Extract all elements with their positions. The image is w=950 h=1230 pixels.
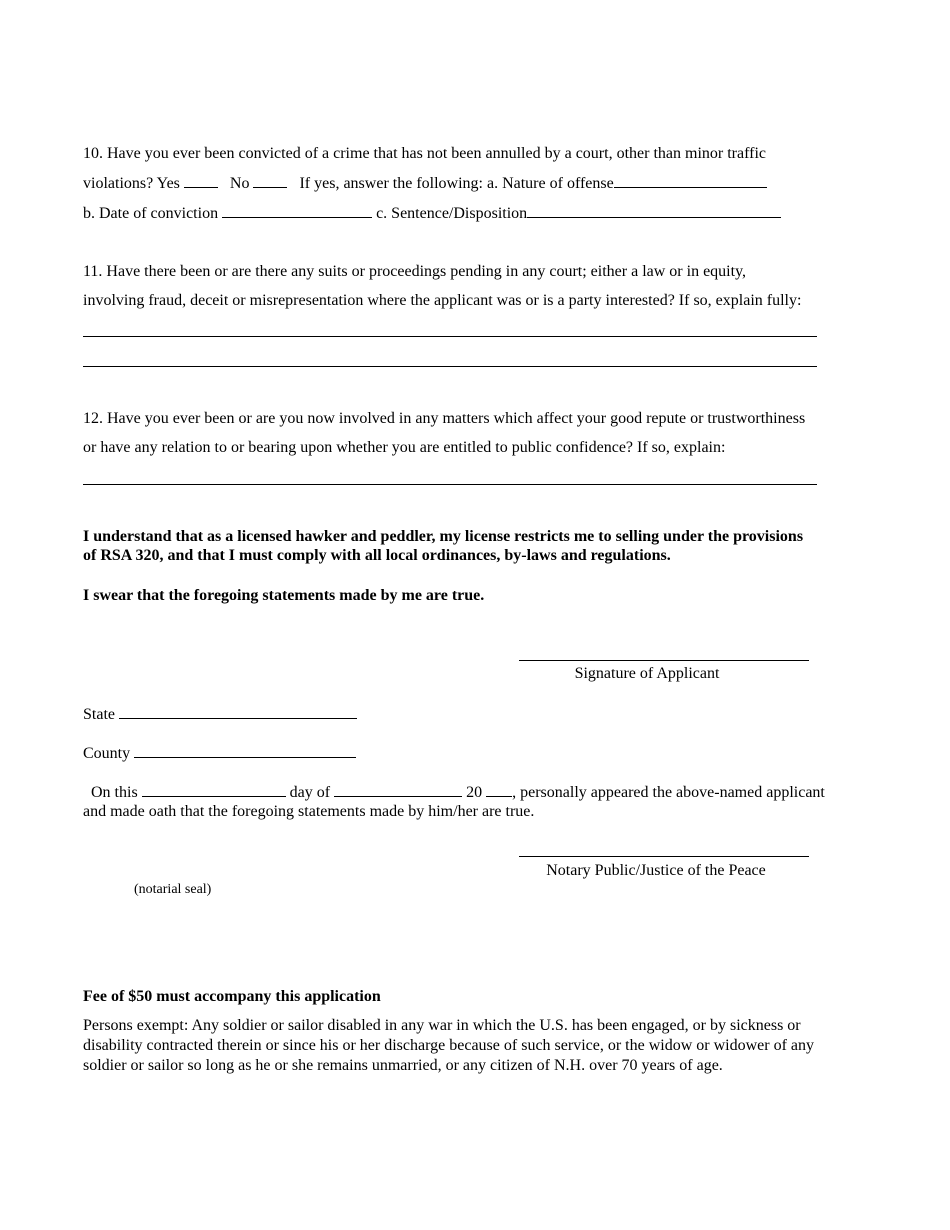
oath-line-1 [91,782,825,803]
q10-date-of-conviction-label: b. Date of conviction [83,205,219,222]
oath-year-prefix: 20 [466,784,483,801]
understand-line-1: I understand that as a licensed hawker and peddler, my license restricts me to selling under the provisions [83,528,804,545]
state-label: State [83,706,115,723]
q10-no-label: No [229,175,250,192]
oath-appeared-text: , personally appeared the above-named applicant [512,784,825,801]
exempt-line-2: disability contracted therein or since his or her discharge because of such service, or the widow or widower of any [83,1037,815,1054]
q12-line-2: or have any relation to or bearing upon whether you are entitled to public confidence? If so, explain: [83,439,726,456]
q10-if-yes-label: If yes, answer the following: a. Nature of offense [299,175,614,192]
q10-yes-blank[interactable] [184,173,218,188]
notary-label: Notary Public/Justice of the Peace [546,862,766,879]
q10-nature-of-offense-blank[interactable] [614,173,767,188]
exempt-line-1: Persons exempt: Any soldier or sailor disabled in any war in which the U.S. has been engaged, or by sickness or [83,1017,801,1034]
oath-on-this-label: On this [91,784,138,801]
q11-answer-line-2[interactable] [83,366,817,367]
notary-signature-line[interactable] [519,856,809,857]
q10-sentence-blank[interactable] [527,203,781,218]
fee-statement: Fee of $50 must accompany this application [83,988,381,1005]
county-blank[interactable] [134,743,356,758]
state-row [83,704,357,725]
q12-answer-line[interactable] [83,484,817,485]
applicant-signature-line[interactable] [519,660,809,661]
q10-line-3 [83,203,781,224]
county-row [83,743,356,764]
q10-sentence-label: c. Sentence/Disposition [376,205,528,222]
state-blank[interactable] [119,704,357,719]
q11-answer-line-1[interactable] [83,336,817,337]
swear-statement: I swear that the foregoing statements made by me are true. [83,587,485,604]
q12-line-1: 12. Have you ever been or are you now involved in any matters which affect your good repute or trustworthiness [83,410,806,427]
oath-day-blank[interactable] [142,782,286,797]
oath-month-blank[interactable] [334,782,462,797]
county-label: County [83,745,131,762]
notarial-seal-label: (notarial seal) [134,882,212,897]
q10-line-1: 10. Have you ever been convicted of a crime that has not been annulled by a court, other than minor traffic [83,145,767,162]
q10-line-2 [83,173,767,194]
understand-line-2: of RSA 320, and that I must comply with all local ordinances, by-laws and regulations. [83,547,671,564]
q11-line-2: involving fraud, deceit or misrepresentation where the applicant was or is a party interested? If so, explain fully: [83,292,802,309]
q10-violations-yes-label: violations? Yes [83,175,180,192]
oath-day-of-label: day of [289,784,331,801]
q10-date-of-conviction-blank[interactable] [222,203,372,218]
oath-line-2: and made oath that the foregoing statements made by him/her are true. [83,803,535,820]
q11-line-1: 11. Have there been or are there any suits or proceedings pending in any court; either a law or in equity, [83,263,747,280]
q10-no-blank[interactable] [253,173,287,188]
oath-year-blank[interactable] [486,782,512,797]
exempt-line-3: soldier or sailor so long as he or she remains unmarried, or any citizen of N.H. over 70 years of age. [83,1057,723,1074]
signature-of-applicant-label: Signature of Applicant [574,665,720,682]
